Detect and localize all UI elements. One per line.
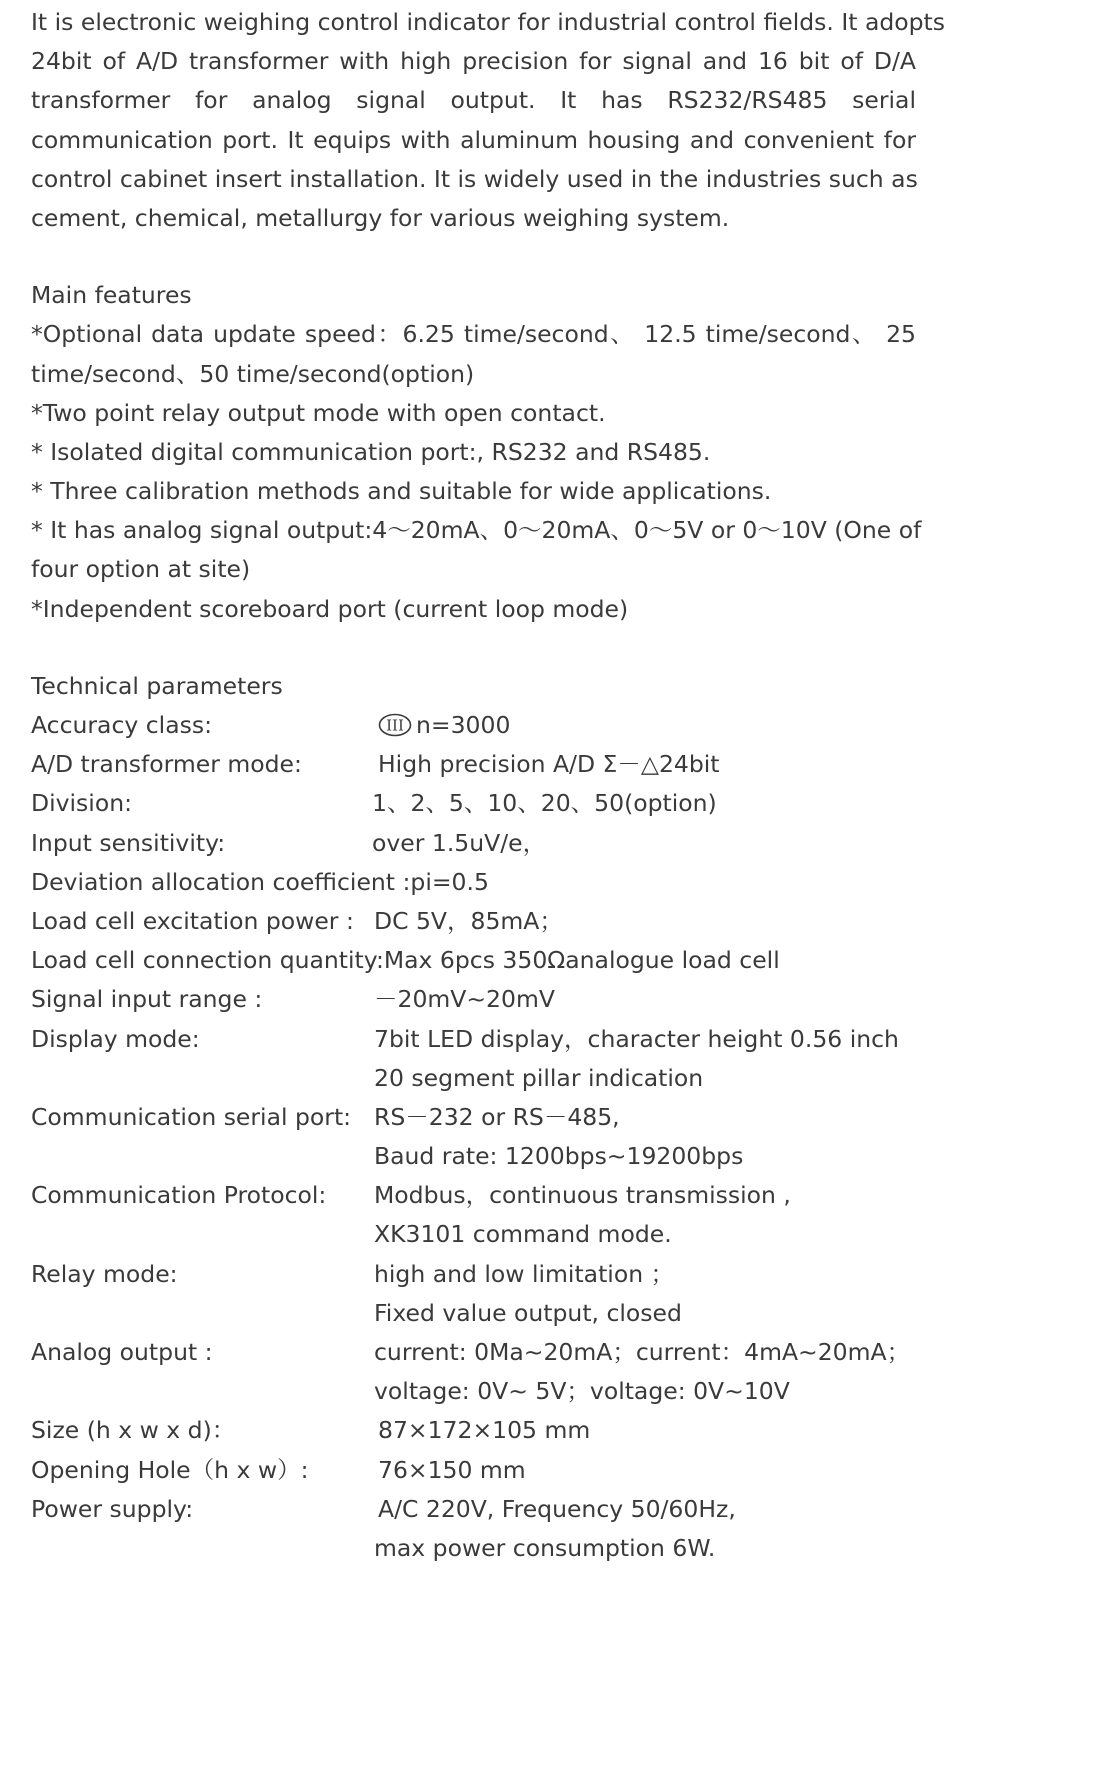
param-value: 76×150 mm (378, 1455, 526, 1484)
technical-parameters-section (31, 667, 916, 1568)
intro-line: transformer for analog signal output. It has RS232/RS485 serial (31, 86, 916, 115)
intro-line: cement, chemical, metallurgy for various weighing system. (31, 203, 730, 232)
param-relay-row-cont (31, 1294, 916, 1333)
param-label: Signal input range : (31, 985, 263, 1014)
intro-line: communication port. It equips with aluminum housing and convenient for (31, 125, 916, 154)
param-value: XK3101 command mode. (374, 1220, 672, 1249)
param-comm-port-row-cont (31, 1137, 916, 1176)
feature-line: * It has analog signal output:4～20mA、0～20mA、0～5V or 0～10V (One of (31, 516, 922, 545)
param-value: 7bit LED display，character height 0.56 inch (374, 1024, 899, 1053)
param-label: Communication Protocol: (31, 1181, 327, 1210)
param-value: max power consumption 6W. (374, 1533, 716, 1562)
param-value: －20mV~20mV (374, 985, 555, 1014)
feature-line: * Isolated digital communication port:, RS232 and RS485. (31, 437, 711, 466)
param-ad-row (31, 745, 916, 784)
param-value: 1、2、5、10、20、50(option) (372, 789, 717, 818)
param-value: High precision A/D Σ－△24bit (378, 750, 720, 779)
intro-line: It is electronic weighing control indicator for industrial control fields. It adopts (31, 8, 946, 36)
param-label: Load cell excitation power : (31, 906, 354, 935)
param-value: RS－232 or RS－485, (374, 1102, 620, 1131)
param-value: over 1.5uV/e， (372, 828, 547, 857)
param-hole-row (31, 1451, 916, 1490)
param-value: Modbus，continuous transmission , (374, 1181, 791, 1210)
technical-heading: Technical parameters (31, 671, 283, 700)
param-value: voltage: 0V~ 5V；voltage: 0V~10V (374, 1377, 790, 1406)
accuracy-class-icon (378, 713, 412, 737)
param-relay-row (31, 1255, 916, 1294)
param-label: Power supply: (31, 1494, 194, 1523)
feature-line: *Independent scoreboard port (current loop mode) (31, 594, 629, 623)
features-section (31, 276, 922, 629)
feature-line: four option at site) (31, 555, 251, 584)
param-value: 20 segment pillar indication (374, 1063, 704, 1092)
param-analog-row (31, 1333, 916, 1372)
param-signal-row (31, 980, 916, 1019)
param-analog-row-cont (31, 1372, 916, 1411)
feature-line: * Three calibration methods and suitable for wide applications. (31, 477, 772, 506)
param-value: current: 0Ma~20mA；current：4mA~20mA； (374, 1338, 911, 1367)
param-value: Baud rate: 1200bps~19200bps (374, 1142, 744, 1171)
param-power-row (31, 1490, 916, 1529)
param-protocol-row-cont (31, 1215, 916, 1254)
param-value (378, 706, 510, 745)
param-label: Opening Hole（h x w）: (31, 1455, 309, 1484)
param-label: Analog output : (31, 1338, 213, 1367)
accuracy-symbol: III (386, 716, 404, 735)
param-accuracy-row (31, 706, 916, 745)
param-size-row (31, 1411, 916, 1450)
param-connection-row (31, 941, 916, 980)
param-label: Communication serial port: (31, 1102, 352, 1131)
param-value: high and low limitation ； (374, 1259, 675, 1288)
feature-line: *Optional data update speed：6.25 time/second、 12.5 time/second、 25 (31, 320, 916, 349)
param-full-line: Load cell connection quantity:Max 6pcs 350Ωanalogue load cell (31, 946, 780, 975)
param-protocol-row (31, 1176, 916, 1215)
param-label: Division: (31, 789, 133, 818)
param-power-row-cont (31, 1529, 916, 1568)
intro-line: 24bit of A/D transformer with high precision for signal and 16 bit of D/A (31, 47, 916, 76)
document-page (31, 3, 946, 1568)
features-heading: Main features (31, 281, 192, 310)
param-label: Size (h x w x d)： (31, 1416, 236, 1445)
param-excitation-row (31, 902, 916, 941)
param-display-row-cont (31, 1059, 916, 1098)
feature-line: time/second、50 time/second(option) (31, 359, 475, 388)
param-comm-port-row (31, 1098, 916, 1137)
param-value: DC 5V，85mA； (374, 906, 563, 935)
param-label: A/D transformer mode: (31, 750, 302, 779)
feature-line: *Two point relay output mode with open contact. (31, 398, 606, 427)
accuracy-value: n=3000 (416, 711, 511, 740)
param-display-row (31, 1020, 916, 1059)
param-division-row (31, 784, 916, 823)
param-label: Display mode: (31, 1024, 200, 1053)
param-input-sensitivity-row (31, 824, 916, 863)
param-label: Relay mode: (31, 1259, 178, 1288)
param-value: A/C 220V, Frequency 50/60Hz, (378, 1494, 736, 1523)
param-value: 87×172×105 mm (378, 1416, 591, 1445)
intro-paragraph (31, 3, 946, 238)
intro-line: control cabinet insert installation. It is widely used in the industries such as (31, 164, 918, 193)
param-deviation-row (31, 863, 916, 902)
param-full-line: Deviation allocation coefficient :pi=0.5 (31, 867, 489, 896)
param-value: Fixed value output, closed (374, 1298, 682, 1327)
param-label: Accuracy class: (31, 711, 213, 740)
param-label: Input sensitivity: (31, 828, 226, 857)
